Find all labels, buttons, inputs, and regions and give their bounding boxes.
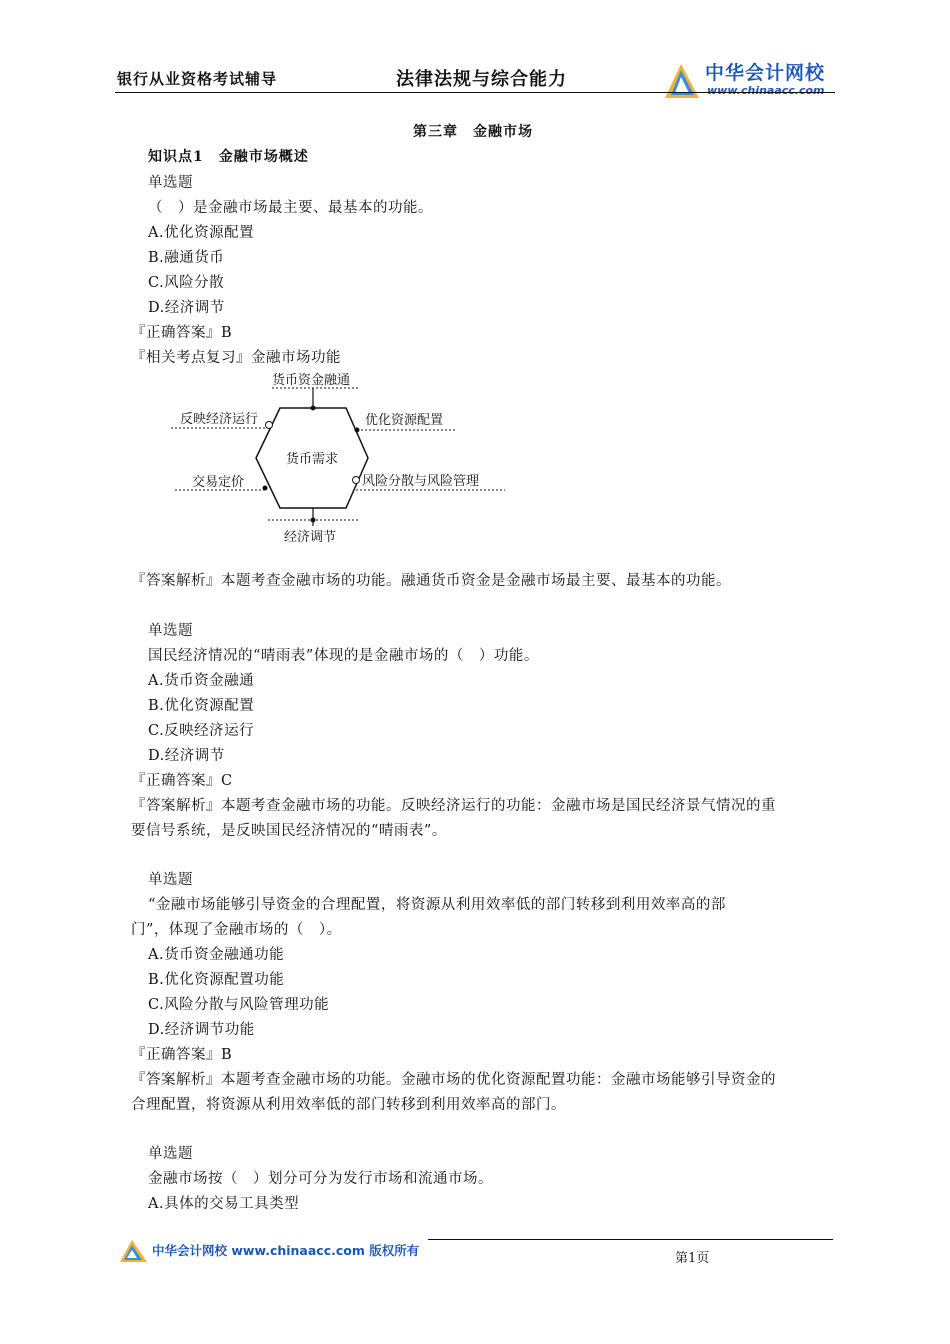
q1-review: 『相关考点复习』金融市场功能 xyxy=(131,350,341,366)
brand-logo[interactable] xyxy=(663,58,843,102)
q3-stem-line1: “金融市场能够引导资金的合理配置，将资源从利用效率低的部门转移到利用效率高的部 xyxy=(148,897,726,913)
logo-cn-text: 中华会计网校 xyxy=(705,62,826,84)
diagram-left-bottom-label: 交易定价 xyxy=(192,475,245,490)
q1-answer: 『正确答案』B xyxy=(131,325,233,341)
q2-analysis-line2: 要信号系统，是反映国民经济情况的“晴雨表”。 xyxy=(131,823,447,839)
q3-analysis-line2: 合理配置，将资源从利用效率低的部门转移到利用效率高的部门。 xyxy=(131,1097,566,1113)
footer-copyright[interactable]: 中华会计网校 www.chinaacc.com 版权所有 xyxy=(152,1243,420,1258)
q4-option-a: A.具体的交易工具类型 xyxy=(148,1196,300,1212)
logo-url-text: www.chinaacc.com xyxy=(707,84,825,97)
q4-stem: 金融市场按（ ）划分可分为发行市场和流通市场。 xyxy=(148,1171,493,1187)
knowledge-point-title: 知识点1 金融市场概述 xyxy=(148,149,309,165)
logo-triangle-icon xyxy=(663,62,703,100)
footer-logo-icon xyxy=(119,1239,149,1263)
footer-divider xyxy=(428,1239,833,1240)
diagram-center-label: 货币需求 xyxy=(286,452,339,467)
q1-option-b: B.融通货币 xyxy=(148,250,225,266)
q3-type: 单选题 xyxy=(148,872,193,888)
q3-option-a: A.货币资金融通功能 xyxy=(148,947,285,963)
header-divider xyxy=(115,92,835,93)
q2-option-d: D.经济调节 xyxy=(148,748,225,764)
page-number: 第1页 xyxy=(675,1251,710,1266)
q1-option-c: C.风险分散 xyxy=(148,275,225,291)
diagram-left-top-label: 反映经济运行 xyxy=(180,412,259,427)
diagram-right-top-label: 优化资源配置 xyxy=(365,413,444,428)
q3-option-b: B.优化资源配置功能 xyxy=(148,972,285,988)
q3-answer: 『正确答案』B xyxy=(131,1047,233,1063)
header-left-title: 银行从业资格考试辅导 xyxy=(117,70,278,88)
diagram-top-label: 货币资金融通 xyxy=(272,373,351,388)
q2-answer: 『正确答案』C xyxy=(131,773,233,789)
q1-analysis: 『答案解析』本题考查金融市场的功能。融通货币资金是金融市场最主要、最基本的功能。 xyxy=(131,573,731,589)
q1-option-d: D.经济调节 xyxy=(148,300,225,316)
diagram-right-bottom-label: 风险分散与风险管理 xyxy=(362,474,480,489)
q3-stem-line2: 门”，体现了金融市场的（ ）。 xyxy=(131,922,342,938)
header-center-title: 法律法规与综合能力 xyxy=(396,69,567,90)
q2-option-a: A.货币资金融通 xyxy=(148,673,255,689)
q2-option-b: B.优化资源配置 xyxy=(148,698,255,714)
q3-option-d: D.经济调节功能 xyxy=(148,1022,255,1038)
q2-stem: 国民经济情况的“晴雨表”体现的是金融市场的（ ）功能。 xyxy=(148,648,539,664)
q3-analysis-line1: 『答案解析』本题考查金融市场的功能。金融市场的优化资源配置功能：金融市场能够引导资金的 xyxy=(131,1072,776,1088)
q1-type: 单选题 xyxy=(148,175,193,191)
chapter-title: 第三章 金融市场 xyxy=(413,124,533,140)
diagram-bottom-label: 经济调节 xyxy=(284,530,337,545)
q2-option-c: C.反映经济运行 xyxy=(148,723,255,739)
q1-stem: （ ）是金融市场最主要、最基本的功能。 xyxy=(148,200,433,216)
market-function-diagram xyxy=(160,368,510,548)
q2-analysis-line1: 『答案解析』本题考查金融市场的功能。反映经济运行的功能：金融市场是国民经济景气情况的重 xyxy=(131,798,776,814)
q3-option-c: C.风险分散与风险管理功能 xyxy=(148,997,330,1013)
q4-type: 单选题 xyxy=(148,1146,193,1162)
q2-type: 单选题 xyxy=(148,623,193,639)
q1-option-a: A.优化资源配置 xyxy=(148,225,255,241)
